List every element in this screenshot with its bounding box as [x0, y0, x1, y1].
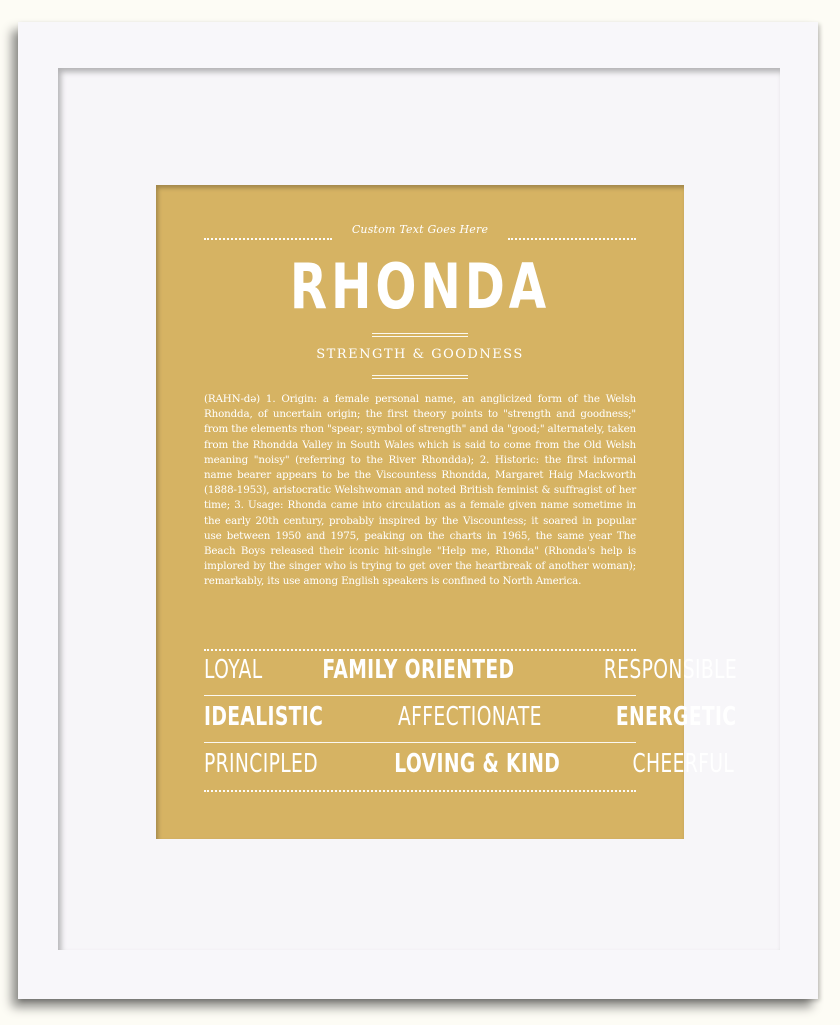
trait-word: ENERGETIC	[616, 702, 737, 732]
bottom-dotted-rule	[204, 790, 636, 792]
trait-word: RESPONSIBLE	[603, 655, 738, 685]
traits-separator-2	[204, 742, 636, 743]
name-title: RHONDA	[289, 250, 551, 323]
traits-row-1	[204, 655, 738, 695]
traits-row-2	[204, 702, 737, 742]
trait-word: LOYAL	[204, 655, 263, 685]
name-meaning: STRENGTH & GOODNESS	[316, 347, 524, 362]
trait-word: AFFECTIONATE	[397, 702, 542, 732]
meaning-underline-bottom	[372, 378, 468, 379]
top-right-dotted-rule	[508, 238, 636, 240]
name-underline-top	[372, 333, 468, 334]
name-print	[156, 185, 738, 839]
trait-word: LOVING & KIND	[394, 749, 561, 779]
traits-row-3	[204, 749, 734, 789]
definition-dotted-rule	[204, 649, 636, 651]
custom-text: Custom Text Goes Here	[351, 223, 489, 236]
name-definition: (RAHN-də) 1. Origin: a female personal name, an anglicized form of the Welsh Rhondda, of uncertain origin; the first theory points to "strength and goodness;" from the elements rhon "spear; symbol of strength" and da "good;" alternately, taken from the Rhondda Valley in South Wales which is said to come from the Old Welsh meaning "noisy" (referring to the River Rhondda); 2. Historic: the first informal name bearer appears to be the Viscountess Rhondda, Margaret Haig Mackworth (1888-1953), aristocratic Welshwoman and noted British feminist & suffragist of her time; 3. Usage: Rhonda came into circulation as a female given name sometime in the early 20th century, probably inspired by the Viscountess; it soared in popular use between 1950 and 1975, peaking on the charts in 1965, the same year The Beach Boys released their iconic hit-single "Help me, Rhonda" (Rhonda's help is implored by the singer who is trying to get over the heartbreak of another woman); remarkably, its use among English speakers is confined to North America.	[204, 393, 636, 588]
traits-separator-1	[204, 695, 636, 696]
trait-word: FAMILY ORIENTED	[322, 655, 515, 685]
meaning-underline-top	[372, 375, 468, 376]
top-left-dotted-rule	[204, 238, 332, 240]
trait-word: CHEERFUL	[632, 749, 734, 779]
trait-word: IDEALISTIC	[204, 702, 324, 732]
trait-word: PRINCIPLED	[204, 749, 318, 779]
name-underline-bottom	[372, 336, 468, 337]
